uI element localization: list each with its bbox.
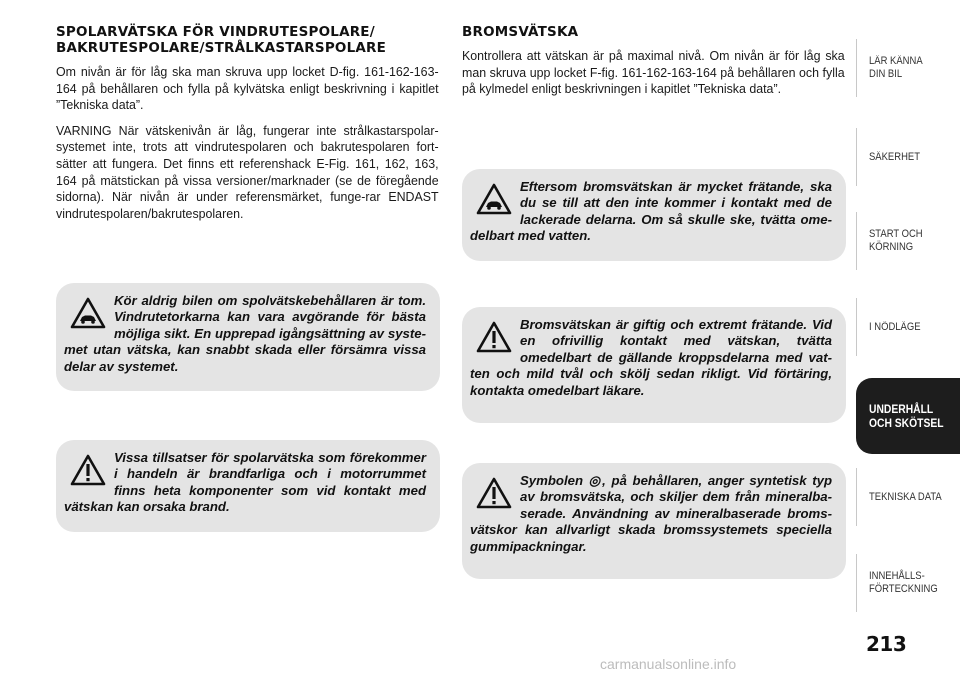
left-column	[56, 24, 440, 231]
callout-corrosive	[462, 169, 846, 261]
tab-label: UNDERHÅLL OCH SKÖTSEL	[869, 402, 944, 430]
tab-underhall-och-skotsel[interactable]	[856, 378, 960, 454]
callout-flammable-text: Vissa tillsatser för spolarvätska som förekommer i handeln är brandfarliga och i motorrummet finns heta komponenter som vid kontakt med vätskan kan orsaka brand.	[64, 450, 426, 515]
tab-label: SÄKERHET	[869, 150, 920, 163]
tab-lar-kanna-din-bil[interactable]	[856, 33, 960, 103]
callout-poisonous-text: Bromsvätskan är giftig och extremt frätande. Vid en ofrivillig kontakt med vätskan, tvätta omedelbart de gällande kroppsdelarna med vat-ten och mild tvål och skölj sedan rikligt. Vid förtäring, kontakta omedelbart läkare.	[470, 317, 832, 398]
right-column	[462, 24, 846, 107]
tab-label: LÄR KÄNNA DIN BIL	[869, 55, 923, 80]
tab-label: I NÖDLÄGE	[869, 320, 921, 333]
page-number: 213	[866, 632, 907, 656]
section-heading-brake-fluid: BROMSVÄTSKA	[462, 24, 579, 40]
heading-line-1: SPOLARVÄTSKA FÖR VINDRUTESPOLARE/	[56, 24, 375, 40]
warning-triangle-icon	[70, 454, 106, 486]
callout-empty-reservoir	[56, 283, 440, 391]
washer-fluid-paragraph-1: Om nivån är för låg ska man skruva upp locket D-fig. 161-162-163-164 på behållaren och fylla på kylvätska enligt beskrivning i kapitlet ”Tekniska data”.	[56, 64, 439, 113]
tab-i-nodlage[interactable]	[856, 292, 960, 362]
warning-triangle-icon	[476, 477, 512, 509]
brake-fluid-paragraph: Kontrollera att vätskan är på maximal nivå. Om nivån är för låg ska man skruva upp locket F-fig. 161-162-163-164 på behållaren och fylla på kylmedel enligt beskrivningen i kapitlet ”Tekniska data”.	[462, 48, 845, 97]
callout-corrosive-text: Eftersom bromsvätskan är mycket frätande, ska du se till att den inte kommer i kontakt med de lackerade delarna. Om så skulle ske, tvätta ome-delbart med vatten.	[470, 179, 832, 244]
callout-empty-reservoir-text: Kör aldrig bilen om spolvätskebehållaren är tom. Vindrutetorkarna kan vara avgörande för bästa möjliga sikt. En upprepad igångsättning av syste-met utan vätska, kan snabbt skada eller försämra vissa delar av systemet.	[64, 293, 426, 374]
callout-synthetic-symbol-text: Symbolen ◎, på behållaren, anger syntetisk typ av bromsvätska, och skiljer dem från mineralba-serade. Användning av mineralbaserade broms-vätskor kan allvarligt skada bromssystemets speciella gummipackningar.	[470, 473, 832, 554]
heading-line-2: BAKRUTESPOLARE/STRÅLKASTARSPOLARE	[56, 40, 387, 56]
tab-label: INNEHÅLLS- FÖRTECKNING	[869, 570, 938, 595]
watermark: carmanualsonline.info	[600, 656, 737, 672]
callout-synthetic-symbol	[462, 463, 846, 579]
tab-tekniska-data[interactable]	[856, 462, 960, 532]
tab-label: START OCH KÖRNING	[869, 228, 923, 253]
chapter-sidebar	[856, 0, 960, 677]
tab-start-och-korning[interactable]	[856, 206, 960, 276]
tab-sakerhet[interactable]	[856, 122, 960, 192]
tab-innehallsforteckning[interactable]	[856, 548, 960, 618]
callout-poisonous	[462, 307, 846, 423]
car-warning-icon	[476, 183, 512, 215]
washer-fluid-paragraph-2: VARNING När vätskenivån är låg, fungerar inte strålkastarspolar-systemet inte, trots att vindrutespolaren och bakrutespolaren fort-sätter att fungera. Det finns ett referenshack E-Fig. 161, 162, 163, 164 på mätstickan på vissa versioner/marknader (se de föregående sidorna). När nivån är under referensmärket, funge-rar ENDAST vindrutespolaren/bakrutespolaren.	[56, 122, 439, 221]
section-heading-washer-fluid	[56, 24, 440, 56]
car-warning-icon	[70, 297, 106, 329]
callout-flammable	[56, 440, 440, 532]
warning-triangle-icon	[476, 321, 512, 353]
tab-label: TEKNISKA DATA	[869, 490, 942, 503]
